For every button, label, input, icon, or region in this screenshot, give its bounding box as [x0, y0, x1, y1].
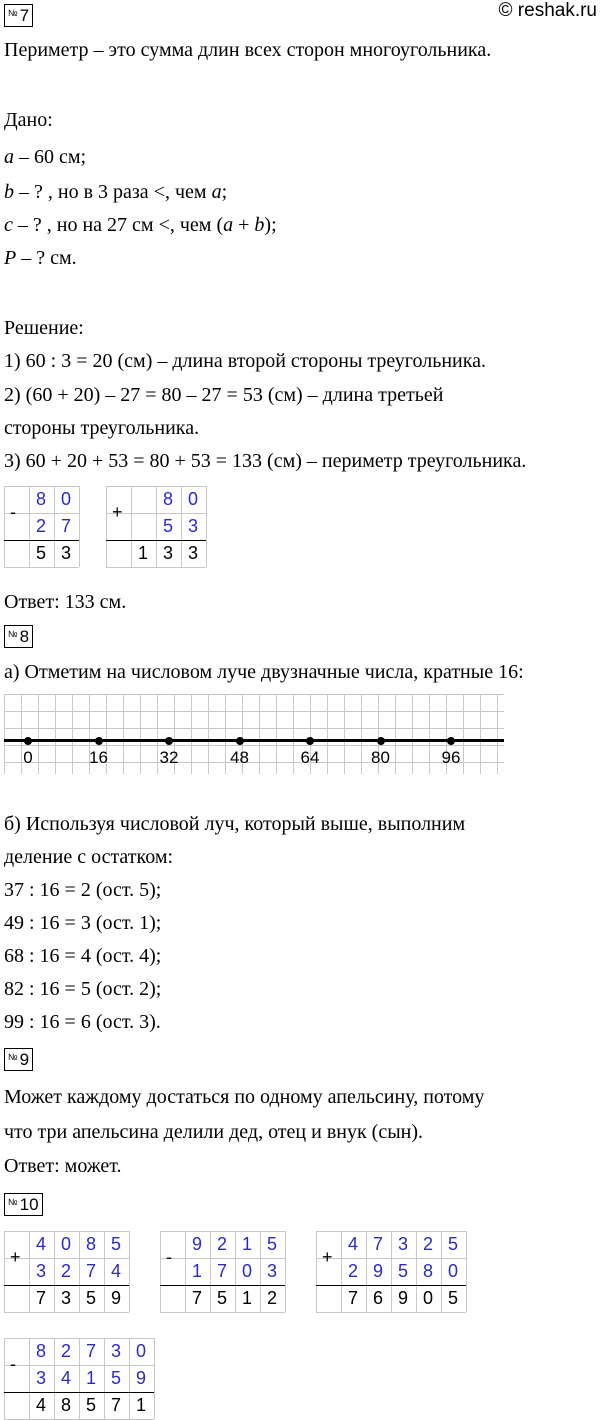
result-line — [4, 540, 79, 541]
digit: 4 — [60, 1368, 71, 1388]
digit: 2 — [60, 1341, 71, 1361]
digit: 1 — [241, 1288, 252, 1308]
digit: 3 — [35, 1261, 46, 1281]
task-8-part-b-1: б) Используя числовой луч, который выше, выполним — [4, 813, 466, 835]
given-b: b – ? , но в 3 раза <, чем a; — [4, 181, 228, 203]
digit: 7 — [85, 1261, 96, 1281]
digit: 7 — [85, 1341, 96, 1361]
digit: 5 — [110, 1368, 121, 1388]
result-line — [4, 1285, 129, 1286]
digit: 8 — [422, 1261, 433, 1281]
digit: 4 — [35, 1234, 46, 1254]
digit: 8 — [85, 1234, 96, 1254]
result-line — [106, 540, 206, 541]
result-line — [4, 1392, 154, 1393]
digit: 7 — [35, 1288, 46, 1308]
digit: 7 — [191, 1288, 202, 1308]
given-title: Дано: — [4, 109, 53, 131]
column-calc — [4, 486, 79, 567]
digit: 3 — [266, 1261, 277, 1281]
given-c: c – ? , но на 27 см <, чем (a + b); — [4, 214, 277, 236]
digit: 5 — [447, 1288, 458, 1308]
ray-point — [447, 737, 455, 745]
ray-label: 48 — [230, 748, 249, 767]
ray-label: 64 — [300, 748, 320, 767]
digit: 1 — [85, 1368, 96, 1388]
digit: 3 — [60, 543, 71, 563]
digit: 2 — [422, 1234, 433, 1254]
digit: 9 — [135, 1368, 146, 1388]
task-number: 8 — [19, 627, 30, 646]
digit: 3 — [110, 1341, 121, 1361]
task-8-part-a: а) Отметим на числовом луче двузначные числа, кратные 16: — [4, 661, 524, 683]
site-watermark: © reshak.ru — [498, 0, 597, 21]
digit: 2 — [216, 1234, 227, 1254]
task-7-answer: Ответ: 133 см. — [4, 591, 127, 613]
task-8-part-b-2: деление с остатком: — [4, 846, 174, 868]
digit: 9 — [372, 1261, 383, 1281]
solution-step-2: 2) (60 + 20) – 27 = 80 – 27 = 53 (см) – длина третьей — [4, 384, 444, 406]
grid-line — [4, 711, 504, 712]
solution-step-2-cont: стороны треугольника. — [4, 417, 200, 439]
digit: 5 — [110, 1234, 121, 1254]
number-sign: № — [8, 629, 18, 639]
digit: 8 — [60, 1395, 71, 1415]
task-8-badge — [4, 625, 33, 648]
number-ray — [4, 694, 504, 774]
digit: 9 — [110, 1288, 121, 1308]
digit: 3 — [397, 1234, 408, 1254]
ray-label: 0 — [23, 748, 33, 767]
task-9-line-2: что три апельсина делили дед, отец и внук (сын). — [4, 1121, 424, 1143]
column-calc — [316, 1231, 466, 1312]
task-7-intro: Периметр – это сумма длин всех сторон многоугольника. — [4, 39, 492, 61]
grid-line — [4, 745, 504, 746]
given-a: a – 60 см; — [4, 146, 87, 168]
column-calc — [4, 1338, 154, 1419]
task-9-line-1: Может каждому достаться по одному апельсину, потому — [4, 1086, 485, 1108]
digit: 5 — [216, 1288, 227, 1308]
digit: 5 — [85, 1395, 96, 1415]
digit: 5 — [85, 1288, 96, 1308]
result-line — [316, 1285, 466, 1286]
grid-line — [4, 694, 504, 695]
digit: 0 — [447, 1261, 458, 1281]
result-line — [160, 1285, 285, 1286]
plus-sign: + — [112, 502, 123, 523]
grid-line — [4, 728, 504, 729]
digit: 4 — [35, 1395, 46, 1415]
digit: 5 — [162, 516, 173, 536]
digit: 9 — [191, 1234, 202, 1254]
ray-point — [306, 737, 314, 745]
digit: 6 — [372, 1288, 383, 1308]
column-calc — [4, 1231, 129, 1312]
solution-title: Решение: — [4, 317, 84, 339]
number-sign: № — [8, 8, 18, 18]
digit: 7 — [372, 1234, 383, 1254]
digit: 1 — [137, 543, 148, 563]
division-5: 99 : 16 = 6 (ост. 3). — [4, 1011, 161, 1033]
division-1: 37 : 16 = 2 (ост. 5); — [4, 879, 162, 901]
digit: 3 — [187, 516, 198, 536]
digit: 7 — [110, 1395, 121, 1415]
given-p: P – ? см. — [4, 247, 77, 269]
ray-label: 80 — [371, 748, 390, 767]
minus-sign: - — [10, 502, 16, 523]
digit: 9 — [397, 1288, 408, 1308]
ray-point — [165, 737, 173, 745]
ray-point — [95, 737, 103, 745]
digit: 3 — [60, 1288, 71, 1308]
division-2: 49 : 16 = 3 (ост. 1); — [4, 912, 162, 934]
digit: 5 — [397, 1261, 408, 1281]
digit: 4 — [347, 1234, 358, 1254]
grid-line — [4, 762, 504, 763]
digit: 2 — [266, 1288, 277, 1308]
digit: 4 — [110, 1261, 121, 1281]
digit: 0 — [60, 1234, 71, 1254]
digit: 0 — [241, 1261, 252, 1281]
solution-step-1: 1) 60 : 3 = 20 (см) – длина второй стороны треугольника. — [4, 350, 487, 372]
ray-label: 96 — [441, 748, 461, 767]
plus-sign: + — [10, 1247, 21, 1268]
column-calc — [106, 486, 206, 567]
digit: 7 — [347, 1288, 358, 1308]
digit: 2 — [35, 516, 46, 536]
digit: 0 — [135, 1341, 146, 1361]
task-number: 7 — [19, 6, 30, 25]
digit: 0 — [60, 489, 71, 509]
ray-label: 16 — [89, 748, 108, 767]
digit: 1 — [191, 1261, 202, 1281]
column-calc — [160, 1231, 285, 1312]
plus-sign: + — [322, 1247, 333, 1268]
task-7-badge — [4, 4, 33, 27]
digit: 3 — [35, 1368, 46, 1388]
digit: 0 — [187, 489, 198, 509]
digit: 8 — [35, 489, 46, 509]
digit: 1 — [241, 1234, 252, 1254]
digit: 1 — [135, 1395, 146, 1415]
digit: 8 — [162, 489, 173, 509]
ray-label: 32 — [159, 748, 179, 767]
minus-sign: - — [10, 1354, 16, 1375]
ray-axis — [4, 739, 504, 742]
division-3: 68 : 16 = 4 (ост. 4); — [4, 945, 162, 967]
digit: 3 — [187, 543, 198, 563]
digit: 7 — [60, 516, 71, 536]
digit: 0 — [422, 1288, 433, 1308]
task-9-answer: Ответ: может. — [4, 1155, 122, 1177]
task-number: 10 — [19, 1195, 39, 1214]
digit: 8 — [35, 1341, 46, 1361]
number-sign: № — [8, 1052, 18, 1062]
ray-point — [24, 737, 32, 745]
digit: 5 — [447, 1234, 458, 1254]
digit: 5 — [266, 1234, 277, 1254]
digit: 2 — [60, 1261, 71, 1281]
digit: 3 — [162, 543, 173, 563]
ray-point — [236, 737, 244, 745]
solution-step-3: 3) 60 + 20 + 53 = 80 + 53 = 133 (см) – периметр треугольника. — [4, 450, 527, 472]
number-sign: № — [8, 1197, 18, 1207]
task-number: 9 — [19, 1050, 30, 1069]
task-9-badge — [4, 1048, 33, 1071]
digit: 5 — [35, 543, 46, 563]
minus-sign: - — [166, 1247, 172, 1268]
digit: 7 — [216, 1261, 227, 1281]
ray-point — [377, 737, 385, 745]
division-4: 82 : 16 = 5 (ост. 2); — [4, 978, 162, 1000]
digit: 2 — [347, 1261, 358, 1281]
task-10-badge — [4, 1193, 43, 1216]
